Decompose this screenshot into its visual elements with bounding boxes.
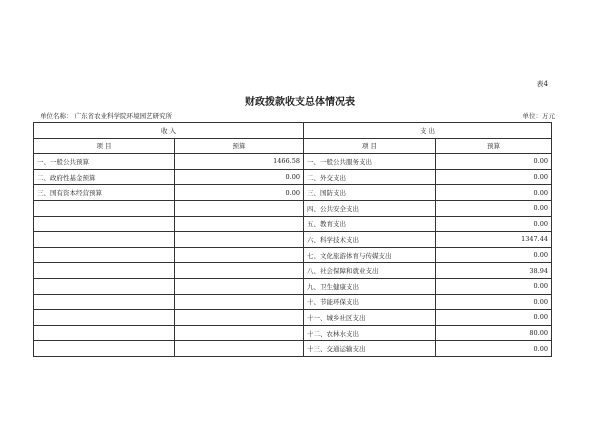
income-budget-cell: 0.00 <box>175 169 304 185</box>
expense-item-cell: 五、教育支出 <box>304 216 436 232</box>
budget-table <box>33 122 552 357</box>
expense-item-cell: 九、卫生健康支出 <box>304 278 436 294</box>
section-header-row <box>34 123 552 139</box>
income-item-cell <box>34 232 175 248</box>
table-row <box>34 341 552 357</box>
expense-item-cell: 十二、农林水支出 <box>304 325 436 341</box>
expense-item-cell: 十一、城乡社区支出 <box>304 310 436 326</box>
table-number: 表4 <box>536 80 548 88</box>
income-budget-cell <box>175 278 304 294</box>
expense-budget-cell: 0.00 <box>436 310 552 326</box>
income-budget-header: 预算 <box>175 138 304 154</box>
expense-budget-cell: 80.00 <box>436 325 552 341</box>
income-item-cell <box>34 216 175 232</box>
expense-item-cell: 三、国防支出 <box>304 185 436 201</box>
table-row <box>34 154 552 170</box>
column-header-row <box>34 138 552 154</box>
income-item-cell <box>34 294 175 310</box>
expense-budget-cell: 0.00 <box>436 200 552 216</box>
page-title: 财政拨款收支总体情况表 <box>245 97 355 108</box>
income-budget-cell: 0.00 <box>175 185 304 201</box>
table-row <box>34 325 552 341</box>
income-item-cell: 三、国有资本经营预算 <box>34 185 175 201</box>
table-row <box>34 232 552 248</box>
table-row <box>34 310 552 326</box>
expense-budget-cell: 0.00 <box>436 169 552 185</box>
income-header: 收 入 <box>34 123 304 139</box>
table-row <box>34 169 552 185</box>
expense-budget-cell: 0.00 <box>436 154 552 170</box>
income-item-cell <box>34 310 175 326</box>
income-budget-cell <box>175 263 304 279</box>
income-item-cell <box>34 325 175 341</box>
income-item-cell <box>34 278 175 294</box>
income-item-header: 项 目 <box>34 138 175 154</box>
expense-item-cell: 四、公共安全支出 <box>304 200 436 216</box>
expense-item-cell: 七、文化旅游体育与传媒支出 <box>304 247 436 263</box>
expense-budget-cell: 0.00 <box>436 216 552 232</box>
income-budget-cell <box>175 341 304 357</box>
table-row <box>34 247 552 263</box>
expense-budget-cell: 0.00 <box>436 185 552 201</box>
income-budget-cell <box>175 232 304 248</box>
income-item-cell <box>34 247 175 263</box>
income-budget-cell <box>175 310 304 326</box>
table-row <box>34 263 552 279</box>
expense-item-cell: 一、一般公共服务支出 <box>304 154 436 170</box>
expense-budget-cell: 1347.44 <box>436 232 552 248</box>
income-item-cell <box>34 341 175 357</box>
income-budget-cell: 1466.58 <box>175 154 304 170</box>
table-row <box>34 216 552 232</box>
income-item-cell <box>34 200 175 216</box>
table-row <box>34 185 552 201</box>
expense-item-cell: 十、节能环保支出 <box>304 294 436 310</box>
expense-budget-cell: 0.00 <box>436 341 552 357</box>
expense-budget-cell: 0.00 <box>436 278 552 294</box>
income-budget-cell <box>175 247 304 263</box>
income-item-cell: 一、一般公共预算 <box>34 154 175 170</box>
expense-item-cell: 十三、交通运输支出 <box>304 341 436 357</box>
income-budget-cell <box>175 200 304 216</box>
expense-header: 支 出 <box>304 123 552 139</box>
expense-item-cell: 八、社会保障和就业支出 <box>304 263 436 279</box>
income-budget-cell <box>175 294 304 310</box>
expense-item-cell: 二、外交支出 <box>304 169 436 185</box>
expense-budget-cell: 38.94 <box>436 263 552 279</box>
income-budget-cell <box>175 216 304 232</box>
income-item-cell: 二、政府性基金预算 <box>34 169 175 185</box>
expense-budget-cell: 0.00 <box>436 294 552 310</box>
income-item-cell <box>34 263 175 279</box>
unit-name: 单位名称： 广东省农业科学院环境园艺研究所 <box>40 112 173 120</box>
expense-item-cell: 六、科学技术支出 <box>304 232 436 248</box>
expense-item-header: 项 目 <box>304 138 436 154</box>
table-row <box>34 200 552 216</box>
income-budget-cell <box>175 325 304 341</box>
expense-budget-cell: 0.00 <box>436 247 552 263</box>
table-row <box>34 278 552 294</box>
expense-budget-header: 预算 <box>436 138 552 154</box>
table-row <box>34 294 552 310</box>
currency-unit: 单位：万元 <box>522 112 555 120</box>
